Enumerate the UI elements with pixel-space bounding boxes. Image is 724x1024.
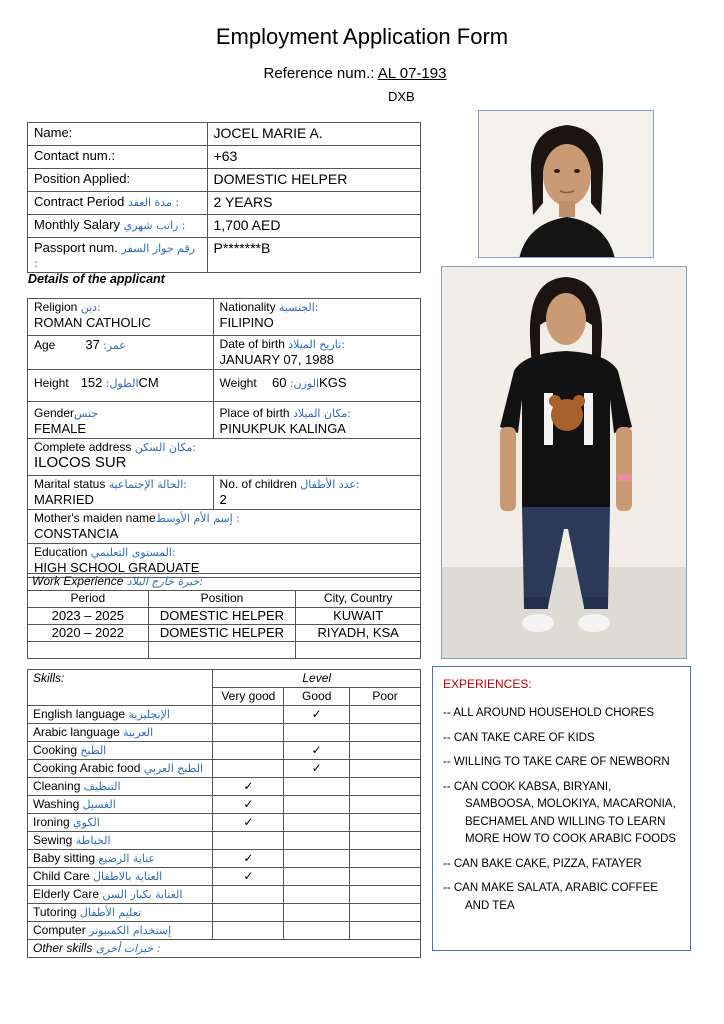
skill-label: Baby sitting	[33, 851, 96, 865]
name-label: Name:	[34, 125, 73, 140]
skill-label-arabic: العناية بالاطفال	[93, 870, 163, 883]
work-heading	[28, 574, 421, 591]
pob-value: PINUKPUK KALINGA	[219, 421, 346, 436]
table-cell: DOMESTIC HELPER	[148, 608, 296, 625]
check-icon: ✓	[311, 707, 322, 721]
table-cell: 2020 – 2022	[28, 625, 149, 642]
list-item: -- CAN BAKE CAKE, PIZZA, FATAYER	[443, 857, 642, 870]
skill-level-cell	[213, 832, 284, 850]
work-heading-arabic: خبرة خارج البلاد:	[126, 575, 204, 588]
dob-label: Date of birth	[219, 337, 285, 351]
table-cell	[296, 642, 421, 659]
skill-label: Child Care	[33, 869, 90, 883]
check-icon: ✓	[243, 869, 254, 883]
table-row	[28, 904, 421, 922]
contact-label: Contact num.:	[34, 148, 115, 163]
skill-level-cell	[284, 760, 350, 778]
table-row	[28, 724, 421, 742]
height-value: 152CM	[80, 375, 159, 390]
skill-level-cell	[350, 706, 421, 724]
column-header: Period	[28, 591, 149, 608]
table-row	[28, 476, 421, 510]
skill-level-cell	[213, 886, 284, 904]
skill-label: Elderly Care	[33, 887, 100, 901]
work-experience-table	[27, 573, 421, 659]
skill-label-cell	[28, 832, 213, 850]
table-row	[28, 814, 421, 832]
table-row	[28, 215, 421, 238]
weight-value: 60KGS	[272, 375, 347, 390]
nationality-value: FILIPINO	[219, 315, 274, 330]
skill-level-cell	[284, 832, 350, 850]
skill-label: Tutoring	[33, 905, 77, 919]
table-row	[28, 123, 421, 146]
city-code: DXB	[388, 89, 415, 104]
passport-label-arabic: رقم جواز السفر :	[34, 242, 196, 270]
table-row	[28, 336, 421, 370]
mother-label: Mother's maiden name	[34, 511, 156, 525]
religion-value: ROMAN CATHOLIC	[34, 315, 151, 330]
skill-label-arabic: التنظيف	[83, 780, 121, 793]
religion-label: Religion	[34, 300, 78, 314]
reference-number: AL 07-193	[377, 65, 447, 82]
skill-level-cell	[284, 742, 350, 760]
table-row	[28, 706, 421, 724]
list-item: -- WILLING TO TAKE CARE OF NEWBORN	[443, 756, 670, 768]
skill-label-arabic: الكوي	[73, 816, 100, 829]
skill-label-cell	[28, 778, 213, 796]
marital-value: MARRIED	[34, 492, 94, 507]
work-heading-label: Work Experience	[32, 574, 124, 588]
address-label: Complete address	[34, 440, 132, 454]
skill-level-cell	[213, 724, 284, 742]
table-cell	[28, 642, 149, 659]
column-header: Good	[284, 688, 350, 706]
contract-value: 2 YEARS	[207, 192, 420, 215]
table-row	[28, 922, 421, 940]
children-label: No. of children	[219, 477, 297, 491]
age-label-arabic: عمر:	[103, 339, 126, 352]
height-label: Height	[34, 376, 69, 390]
check-icon: ✓	[311, 761, 322, 775]
skill-level-cell	[350, 832, 421, 850]
experiences-box	[432, 666, 691, 951]
weight-label-arabic: الوزن:	[289, 377, 320, 390]
mother-cell	[28, 510, 421, 544]
check-icon: ✓	[243, 851, 254, 865]
form-title: Employment Application Form	[215, 24, 509, 49]
passport-value: P*******B	[207, 238, 420, 273]
check-icon: ✓	[311, 743, 322, 757]
applicant-portrait-photo	[478, 110, 654, 258]
skill-level-cell	[284, 814, 350, 832]
check-icon: ✓	[243, 815, 254, 829]
skill-level-cell	[213, 850, 284, 868]
skill-label: Computer	[33, 923, 86, 937]
other-skills-label: Other skills	[33, 941, 93, 955]
skill-level-cell	[350, 814, 421, 832]
skill-label: Arabic language	[33, 725, 120, 739]
skill-label-arabic: الطبخ	[80, 744, 107, 757]
skill-label-cell	[28, 796, 213, 814]
skill-label-cell	[28, 904, 213, 922]
skill-level-cell	[350, 724, 421, 742]
table-header-row	[28, 591, 421, 608]
skill-level-cell	[213, 742, 284, 760]
applicant-full-body-photo	[441, 266, 687, 659]
skill-level-cell	[213, 868, 284, 886]
skill-level-cell	[350, 778, 421, 796]
gender-label: Gender	[34, 406, 75, 420]
skill-label: English language	[33, 707, 126, 721]
contact-label-cell	[28, 146, 208, 169]
table-cell: 2023 – 2025	[28, 608, 149, 625]
skill-level-cell	[213, 904, 284, 922]
skill-label-arabic: تعليم الأطفال	[79, 906, 142, 919]
passport-label: Passport num.	[34, 240, 118, 255]
pob-label: Place of birth	[219, 406, 290, 420]
salary-label: Monthly Salary	[34, 217, 120, 232]
skill-level-cell	[350, 868, 421, 886]
skill-label-arabic: الخياطة	[75, 834, 111, 847]
check-icon: ✓	[243, 797, 254, 811]
address-value: ILOCOS SUR	[34, 454, 127, 471]
dob-value: JANUARY 07, 1988	[219, 352, 334, 367]
table-row	[28, 886, 421, 904]
skill-label-arabic: الطبخ العربي	[143, 762, 204, 775]
skill-label-arabic: عناية الرضيع	[98, 852, 156, 865]
skill-label-cell	[28, 922, 213, 940]
skill-label-cell	[28, 814, 213, 832]
skill-label: Cooking Arabic food	[33, 761, 141, 775]
list-item: -- CAN MAKE SALATA, ARABIC COFFEE AND TEA	[443, 882, 658, 912]
table-row	[28, 832, 421, 850]
gender-label-arabic: جنس	[74, 407, 99, 420]
skill-level-cell	[284, 922, 350, 940]
list-item: -- ALL AROUND HOUSEHOLD CHORES	[443, 707, 655, 719]
table-row	[28, 625, 421, 642]
skill-label-arabic: الإنجليزية	[128, 708, 170, 721]
position-label: Position Applied:	[34, 171, 131, 186]
skill-level-cell	[284, 796, 350, 814]
table-row	[28, 370, 421, 402]
table-header-row	[28, 670, 421, 688]
skill-level-cell	[213, 814, 284, 832]
column-header: City, Country	[296, 591, 421, 608]
column-header: Position	[148, 591, 296, 608]
weight-cell	[213, 370, 420, 402]
details-heading: Details of the applicant	[28, 272, 165, 286]
skill-level-cell	[284, 868, 350, 886]
skill-level-cell	[213, 922, 284, 940]
personal-info-table	[27, 122, 421, 273]
pob-cell	[213, 402, 420, 439]
skills-table	[27, 669, 421, 958]
skill-label-cell	[28, 760, 213, 778]
contact-value: +63	[207, 146, 420, 169]
gender-cell	[28, 402, 214, 439]
check-icon: ✓	[243, 779, 254, 793]
height-cell	[28, 370, 214, 402]
other-skills-cell	[28, 940, 421, 958]
skill-label: Washing	[33, 797, 80, 811]
dob-label-arabic: تاريخ الميلاد:	[288, 338, 345, 351]
skill-level-cell	[284, 778, 350, 796]
table-row	[28, 940, 421, 958]
table-row	[28, 192, 421, 215]
skill-label: Cleaning	[33, 779, 81, 793]
skill-level-cell	[284, 850, 350, 868]
skill-level-cell	[350, 904, 421, 922]
skill-level-cell	[284, 886, 350, 904]
contract-label-arabic: مدة العقد :	[127, 196, 180, 209]
nationality-label-arabic: الجنسية:	[278, 301, 319, 314]
skill-label-cell	[28, 706, 213, 724]
experiences-title: EXPERIENCES:	[443, 677, 532, 691]
column-header: Very good	[213, 688, 284, 706]
table-row	[28, 169, 421, 192]
education-label: Education	[34, 545, 88, 559]
column-header: Poor	[350, 688, 421, 706]
skill-level-cell	[213, 760, 284, 778]
table-row	[28, 642, 421, 659]
skill-level-cell	[284, 706, 350, 724]
height-label-arabic: الطول:	[105, 377, 139, 390]
skill-level-cell	[284, 904, 350, 922]
other-skills-arabic: خبرات أخرى :	[95, 942, 161, 955]
children-label-arabic: عدد الأطفال:	[300, 478, 360, 491]
reference-label: Reference num.:	[263, 65, 375, 82]
marital-label: Marital status	[34, 477, 106, 491]
nationality-label: Nationality	[219, 300, 276, 314]
children-value: 2	[219, 492, 227, 507]
table-row	[28, 850, 421, 868]
skill-level-cell	[350, 742, 421, 760]
table-row	[28, 510, 421, 544]
position-value: DOMESTIC HELPER	[207, 169, 420, 192]
skill-label: Ironing	[33, 815, 70, 829]
table-row	[28, 760, 421, 778]
mother-label-arabic: إسم الأم الأوسط :	[155, 512, 240, 525]
position-label-cell	[28, 169, 208, 192]
name-value: JOCEL MARIE A.	[207, 123, 420, 146]
table-row	[28, 146, 421, 169]
table-row	[28, 238, 421, 273]
passport-label-cell	[28, 238, 208, 273]
education-label-arabic: المستوى التعليمي:	[90, 546, 176, 559]
salary-label-cell	[28, 215, 208, 238]
name-label-cell	[28, 123, 208, 146]
table-cell: RIYADH, KSA	[296, 625, 421, 642]
skill-label: Cooking	[33, 743, 78, 757]
age-value: 37	[85, 337, 100, 352]
skills-heading: Skills:	[28, 670, 213, 706]
table-row	[28, 299, 421, 336]
skill-level-cell	[350, 850, 421, 868]
skill-label-cell	[28, 868, 213, 886]
level-heading: Level	[213, 670, 421, 688]
table-row	[28, 402, 421, 439]
table-cell: DOMESTIC HELPER	[148, 625, 296, 642]
salary-label-arabic: راتب شهري :	[123, 219, 186, 232]
table-cell	[148, 642, 296, 659]
skill-level-cell	[213, 706, 284, 724]
details-table	[27, 298, 421, 578]
reference-line	[0, 65, 710, 82]
skill-level-cell	[213, 778, 284, 796]
table-row	[28, 439, 421, 476]
skill-label-arabic: العناية بكبار السن	[102, 888, 183, 901]
skill-level-cell	[350, 796, 421, 814]
skill-level-cell	[350, 922, 421, 940]
contract-label-cell	[28, 192, 208, 215]
table-row	[28, 608, 421, 625]
age-label: Age	[34, 338, 56, 352]
list-item: -- CAN COOK KABSA, BIRYANI, SAMBOOSA, MOLOKIYA, MACARONIA, BECHAMEL AND WILLING TO LEARN MORE HOW TO COOK ARABIC FOODS	[443, 780, 677, 845]
skill-label-cell	[28, 850, 213, 868]
skill-level-cell	[350, 886, 421, 904]
salary-value: 1,700 AED	[207, 215, 420, 238]
skill-label-cell	[28, 742, 213, 760]
pob-label-arabic: مكان الميلاد:	[292, 407, 352, 420]
skill-level-cell	[350, 760, 421, 778]
skill-label-arabic: الغسيل	[82, 798, 116, 811]
table-row	[28, 742, 421, 760]
table-row	[28, 796, 421, 814]
skill-label-cell	[28, 886, 213, 904]
table-row	[28, 778, 421, 796]
skill-level-cell	[284, 724, 350, 742]
table-row	[28, 868, 421, 886]
marital-cell	[28, 476, 214, 510]
religion-cell	[28, 299, 214, 336]
weight-label: Weight	[219, 376, 257, 390]
gender-value: FEMALE	[34, 421, 87, 436]
skill-label-arabic: العربية	[123, 726, 154, 739]
education-value: HIGH SCHOOL GRADUATE	[34, 560, 200, 575]
religion-label-arabic: دين:	[80, 301, 101, 314]
marital-label-arabic: الحالة الإجتماعية:	[108, 478, 187, 491]
contract-label: Contract Period	[34, 194, 125, 209]
address-cell	[28, 439, 421, 476]
address-label-arabic: مكان السكن:	[134, 441, 197, 454]
nationality-cell	[213, 299, 420, 336]
age-cell	[28, 336, 214, 370]
children-cell	[213, 476, 420, 510]
mother-value: CONSTANCIA	[34, 526, 119, 541]
skill-level-cell	[213, 796, 284, 814]
dob-cell	[213, 336, 420, 370]
list-item: -- CAN TAKE CARE OF KIDS	[443, 731, 595, 744]
skill-label-arabic: إستخدام الكمبيوتر	[89, 924, 172, 937]
table-cell: KUWAIT	[296, 608, 421, 625]
skill-label: Sewing	[33, 833, 73, 847]
table-row	[28, 574, 421, 591]
skill-label-cell	[28, 724, 213, 742]
